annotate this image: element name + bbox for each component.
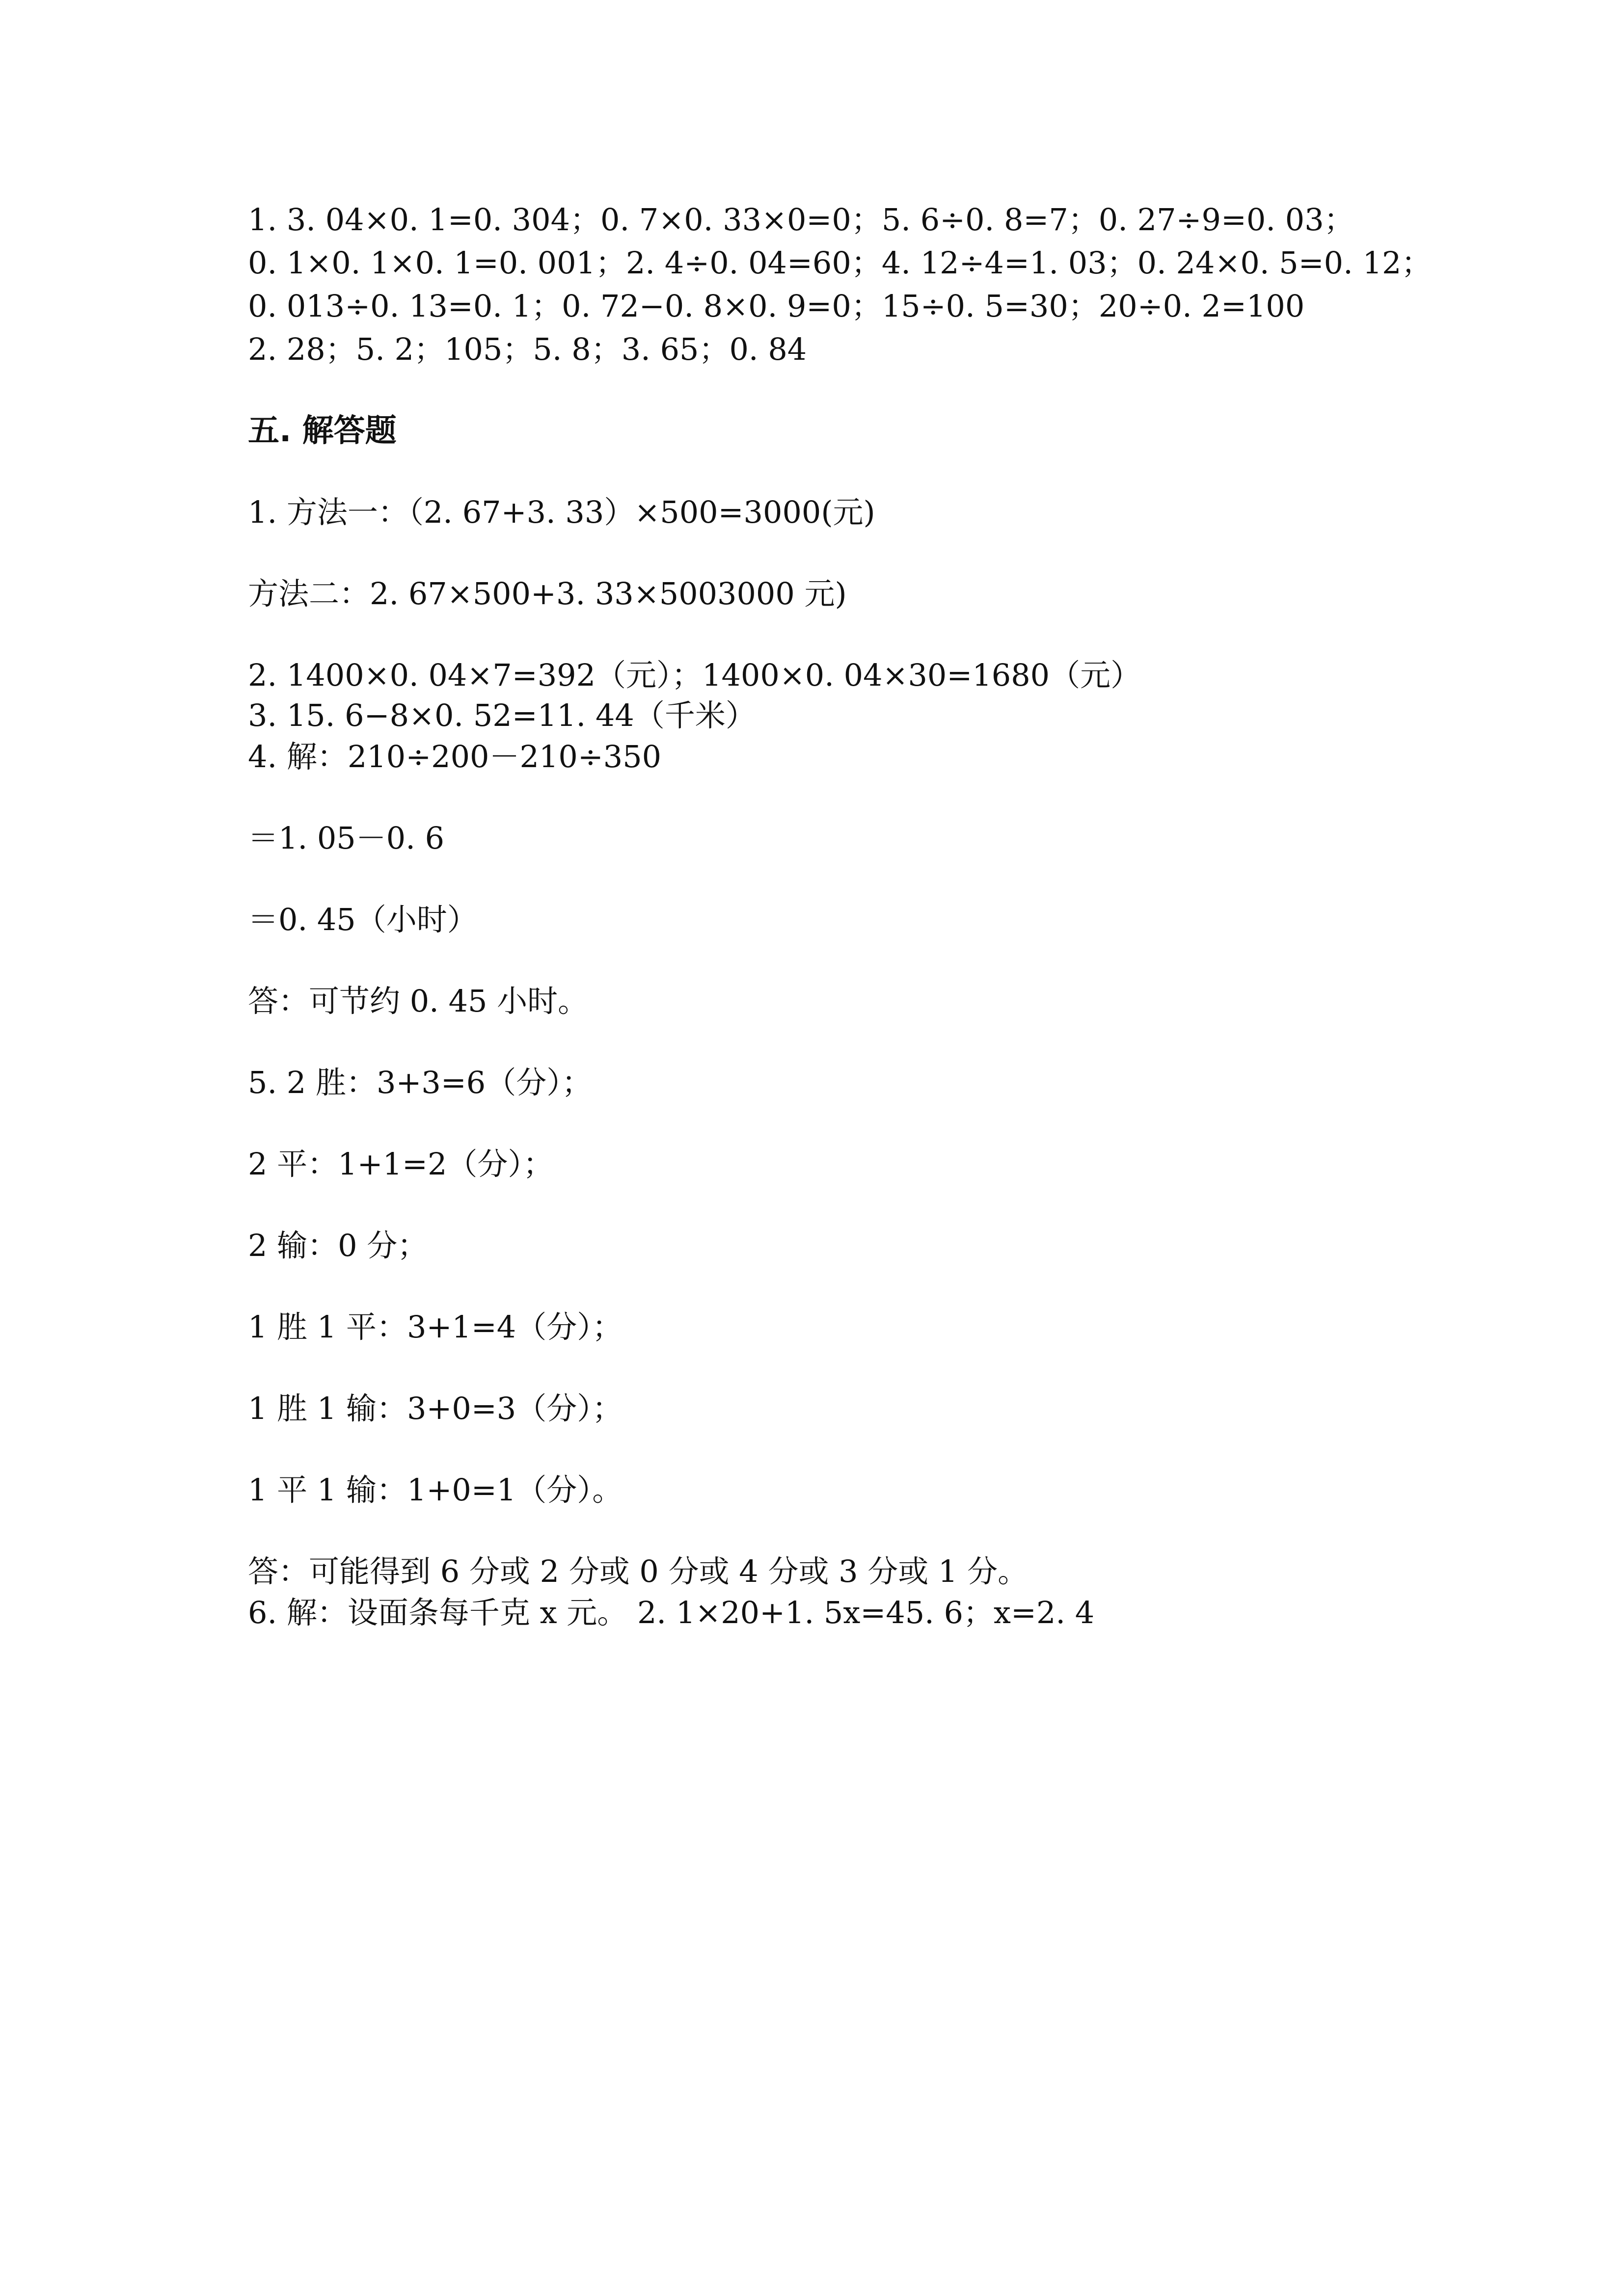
answer-line-q4-answer: 答：可节约 0. 45 小时。 xyxy=(248,983,589,1019)
answer-line-q5-case5: 1 胜 1 输：3+0=3（分）； xyxy=(248,1390,623,1426)
answer-line-calc-1: 1. 3. 04×0. 1=0. 304；0. 7×0. 33×0=0；5. 6÷0. 8=7；0. 27÷9=0. 03； xyxy=(248,202,1354,238)
answer-line-q5-case1: 5. 2 胜：3+3=6（分）； xyxy=(248,1065,593,1100)
answer-line-q5-case3: 2 输：0 分； xyxy=(248,1228,428,1263)
answer-line-q1-method1: 1. 方法一：（2. 67+3. 33）×500=3000(元) xyxy=(248,494,875,530)
answer-line-q6: 6. 解：设面条每千克 x 元。 2. 1×20+1. 5x=45. 6；x=2. 4 xyxy=(248,1595,1095,1630)
answer-line-calc-3: 0. 013÷0. 13=0. 1；0. 72−0. 8×0. 9=0；15÷0. 5=30；20÷0. 2=100 xyxy=(248,288,1305,324)
section-heading: 五. 解答题 xyxy=(248,413,397,449)
answer-line-q5-case4: 1 胜 1 平：3+1=4（分）； xyxy=(248,1309,623,1345)
answer-line-q5-case2: 2 平：1+1=2（分）； xyxy=(248,1146,554,1182)
answer-line-calc-4: 2. 28；5. 2；105；5. 8；3. 65；0. 84 xyxy=(248,331,807,367)
answer-line-calc-2: 0. 1×0. 1×0. 1=0. 001；2. 4÷0. 04=60；4. 12÷4=1. 03；0. 24×0. 5=0. 12； xyxy=(248,245,1432,281)
answer-line-q5-case6: 1 平 1 输：1+0=1（分）。 xyxy=(248,1472,623,1508)
answer-line-q4-step1: ＝1. 05－0. 6 xyxy=(248,820,445,856)
answer-line-q3: 3. 15. 6−8×0. 52=11. 44（千米） xyxy=(248,697,756,733)
answer-line-q2: 2. 1400×0. 04×7=392（元）；1400×0. 04×30=1680（元） xyxy=(248,657,1141,693)
answer-line-q1-method2: 方法二：2. 67×500+3. 33×5003000 元) xyxy=(248,576,847,612)
answer-line-q4: 4. 解：210÷200－210÷350 xyxy=(248,739,662,774)
answer-line-q4-step2: ＝0. 45（小时） xyxy=(248,902,478,937)
answer-line-q5-answer: 答：可能得到 6 分或 2 分或 0 分或 4 分或 3 分或 1 分。 xyxy=(248,1553,1029,1589)
